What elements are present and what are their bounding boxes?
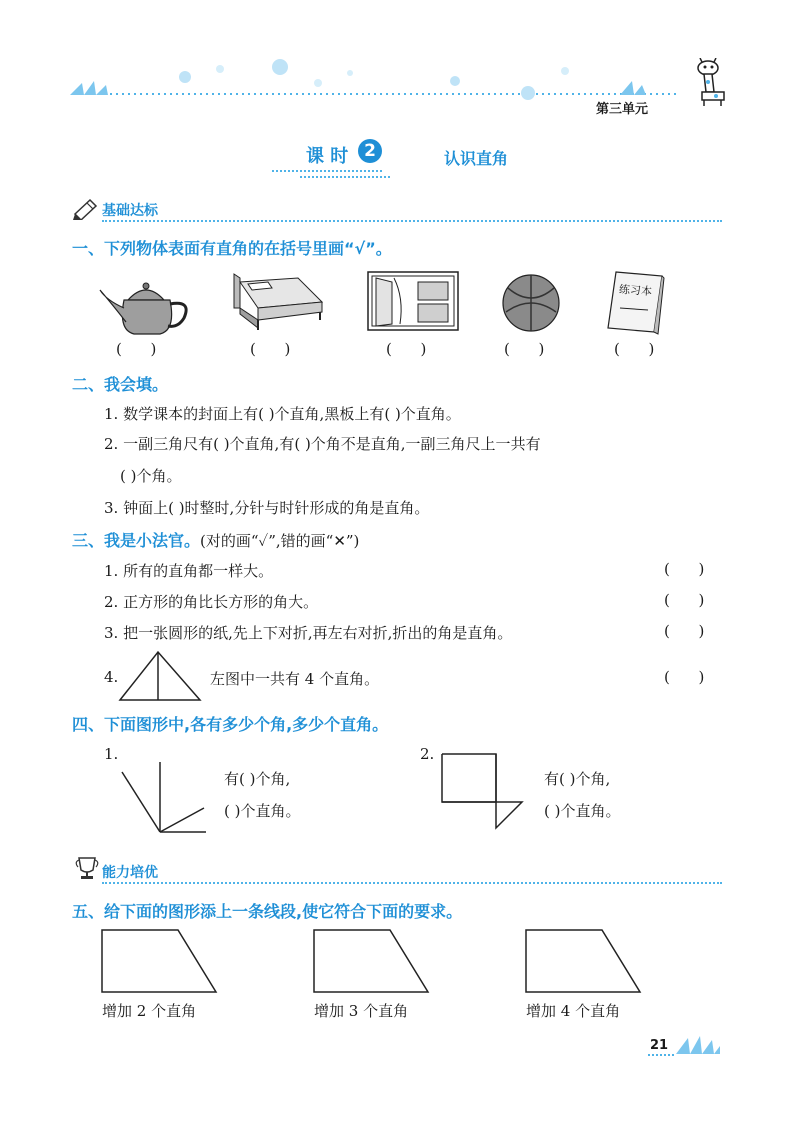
q3-note: (对的画“✓”,错的画“✕”) <box>200 532 360 550</box>
ability-section-label: 能力培优 <box>102 865 158 881</box>
q4-title: 四、下面图形中,各有多少个角,多少个直角。 <box>72 715 389 734</box>
window-image <box>366 268 462 338</box>
notebook-image <box>606 270 666 336</box>
q1-paren-4[interactable]: ( ) <box>504 340 545 358</box>
q4-1-right-angles: ( )个直角。 <box>224 802 301 820</box>
teapot-image <box>98 278 194 340</box>
q1-paren-1[interactable]: ( ) <box>116 340 157 358</box>
q3-paren-3[interactable]: ( ) <box>664 622 705 640</box>
rays-figure <box>120 760 210 840</box>
q1-paren-2[interactable]: ( ) <box>250 340 291 358</box>
q1-title: 一、下列物体表面有直角的在括号里画“√”。 <box>72 239 392 258</box>
notebook-text: 练习本 <box>618 282 653 299</box>
trapezoid-figure-3 <box>524 928 644 998</box>
q4-2-angles: 有( )个角, <box>544 770 611 788</box>
q2-line-1: 1. 数学课本的封面上有( )个直角,黑板上有( )个直角。 <box>104 405 461 423</box>
basic-section-divider <box>102 220 722 222</box>
q3-item-1: 1. 所有的直角都一样大。 <box>104 562 274 580</box>
q1-paren-3[interactable]: ( ) <box>386 340 427 358</box>
q5-caption-3: 增加 4 个直角 <box>526 1002 621 1020</box>
q2-line-3: 3. 钟面上( )时整时,分针与时针形成的角是直角。 <box>104 499 430 517</box>
footer-dots <box>648 1054 674 1056</box>
lesson-underline <box>272 170 382 172</box>
trophy-icon <box>74 856 100 884</box>
q5-caption-2: 增加 3 个直角 <box>314 1002 409 1020</box>
q4-1-angles: 有( )个角, <box>224 770 291 788</box>
q4-2-right-angles: ( )个直角。 <box>544 802 621 820</box>
q3-title-row <box>72 528 359 551</box>
q3-item-2: 2. 正方形的角比长方形的角大。 <box>104 593 319 611</box>
ability-section-divider <box>102 882 722 884</box>
q3-title: 三、我是小法官。 <box>72 531 201 550</box>
q5-caption-1: 增加 2 个直角 <box>102 1002 197 1020</box>
pencil-icon <box>72 198 100 224</box>
q4-number-1: 1. <box>104 745 119 763</box>
trapezoid-figure-1 <box>100 928 220 998</box>
lesson-title: 认识直角 <box>444 149 509 168</box>
q3-item-4-number: 4. <box>104 668 119 686</box>
q4-number-2: 2. <box>420 745 435 763</box>
q2-line-2b: ( )个角。 <box>120 467 182 485</box>
giraffe-mascot-icon <box>690 58 730 106</box>
lesson-number: 2 <box>358 139 382 163</box>
q3-item-3: 3. 把一张圆形的纸,先上下对折,再左右对折,折出的角是直角。 <box>104 624 513 642</box>
bed-image <box>228 268 328 338</box>
unit-label: 第三单元 <box>596 102 649 117</box>
trapezoid-figure-2 <box>312 928 432 998</box>
triangle-figure <box>118 650 202 706</box>
q2-title: 二、我会填。 <box>72 375 169 394</box>
basketball-image <box>500 272 562 338</box>
q1-paren-5[interactable]: ( ) <box>614 340 655 358</box>
page-number: 21 <box>650 1038 669 1053</box>
q2-line-2: 2. 一副三角尺有( )个直角,有( )个角不是直角,一副三角尺上一共有 <box>104 435 541 453</box>
q3-paren-2[interactable]: ( ) <box>664 591 705 609</box>
lesson-badge-label: 课 时 <box>306 146 349 167</box>
footer-grass-icon <box>676 1032 720 1060</box>
lesson-underline-2 <box>300 176 390 178</box>
square-figure <box>440 752 526 836</box>
basic-section-label: 基础达标 <box>102 203 158 219</box>
lesson-badge <box>300 138 410 168</box>
q5-title: 五、给下面的图形添上一条线段,使它符合下面的要求。 <box>72 902 463 921</box>
q3-paren-4[interactable]: ( ) <box>664 668 705 686</box>
q3-paren-1[interactable]: ( ) <box>664 560 705 578</box>
q3-item-4: 左图中一共有 4 个直角。 <box>210 670 380 688</box>
